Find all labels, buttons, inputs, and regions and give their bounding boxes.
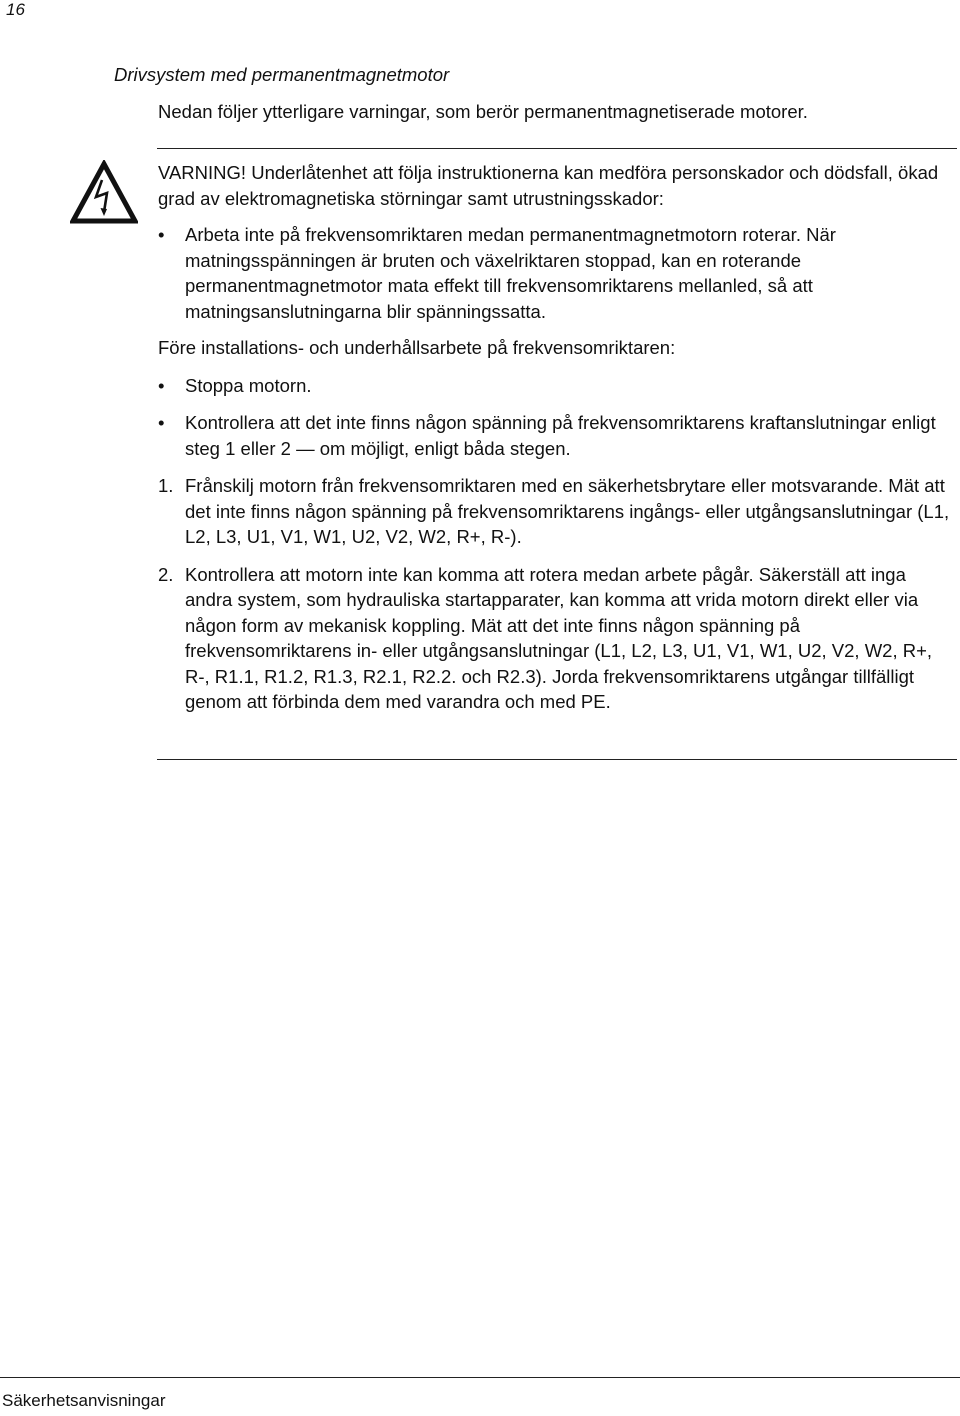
bullet-marker: • — [158, 374, 165, 396]
warning-text: Underlåtenhet att följa instruktionerna kan medföra personskador och dödsfall, ökad grad av elektromagnetiska störningar samt utrustningsskador: — [158, 162, 939, 209]
bullet-marker: • — [158, 224, 165, 245]
section-heading: Drivsystem med permanentmagnetmotor — [114, 64, 450, 85]
bullet-item-do-not-work — [158, 222, 953, 324]
bullet-text: Arbeta inte på frekvensomriktaren medan permanentmagnetmotorn roterar. När matningsspänningen är bruten och växelriktaren stoppad, kan en roterande permanentmagnetmotor mata effekt till frekvensomriktarens mellanled, så att matningsanslutningarna blir spänningssatta. — [185, 224, 836, 322]
preparation-text — [158, 335, 953, 361]
warning-top-rule — [157, 148, 957, 149]
warning-intro — [158, 160, 953, 211]
warning-bottom-rule — [157, 759, 957, 760]
preparation-label: Före installations- och underhållsarbete på frekvensomriktaren: — [158, 337, 676, 358]
numbered-step-1 — [158, 473, 953, 550]
electrical-hazard-warning-icon — [70, 160, 138, 224]
bullet-text: Kontrollera att det inte finns någon spänning på frekvensomriktarens kraftanslutningar enligt steg 1 eller 2 — om möjligt, enligt båda stegen. — [185, 412, 936, 459]
footer-rule — [0, 1377, 960, 1378]
footer-section-title: Säkerhetsanvisningar — [2, 1391, 166, 1410]
page-number: 16 — [6, 0, 25, 19]
step-number: 1. — [158, 475, 174, 496]
step-number: 2. — [158, 563, 174, 585]
bullet-item-check-voltage — [158, 410, 953, 461]
bullet-text: Stoppa motorn. — [185, 374, 312, 396]
step-text: Kontrollera att motorn inte kan komma att rotera medan arbete pågår. Säkerställ att inga andra system, som hydrauliska startapparater, kan komma att vrida motorn direkt eller via någon form av mekanisk koppling. Mät att det inte finns någon spänning på frekvensomriktarens in- eller utgångsanslutningar (L1, L2, L3, U1, V1, W1, U2, V2, W2, R+, R-, R1.1, R1.2, R1.3, R2.1, R2.2. och R2.3). Jorda frekvensomriktarens utgångar tillfälligt genom att förbinda dem med varandra och med PE. — [185, 563, 933, 712]
bullet-item-stop-motor — [158, 373, 953, 399]
step-text: Frånskilj motorn från frekvensomriktaren med en säkerhetsbrytare eller motsvarande. Mät att det inte finns någon spänning på frekvensomriktarens ingångs- eller utgångsanslutningar (L1, L2, L3, U1, V1, W1, U2, V2, W2, R+, R-). — [185, 475, 950, 547]
bullet-marker: • — [158, 412, 165, 433]
intro-text: Nedan följer ytterligare varningar, som berör permanentmagnetiserade motorer. — [158, 101, 808, 122]
warning-label: VARNING! — [158, 162, 247, 183]
numbered-step-2 — [158, 562, 953, 715]
warning-block — [158, 160, 953, 715]
